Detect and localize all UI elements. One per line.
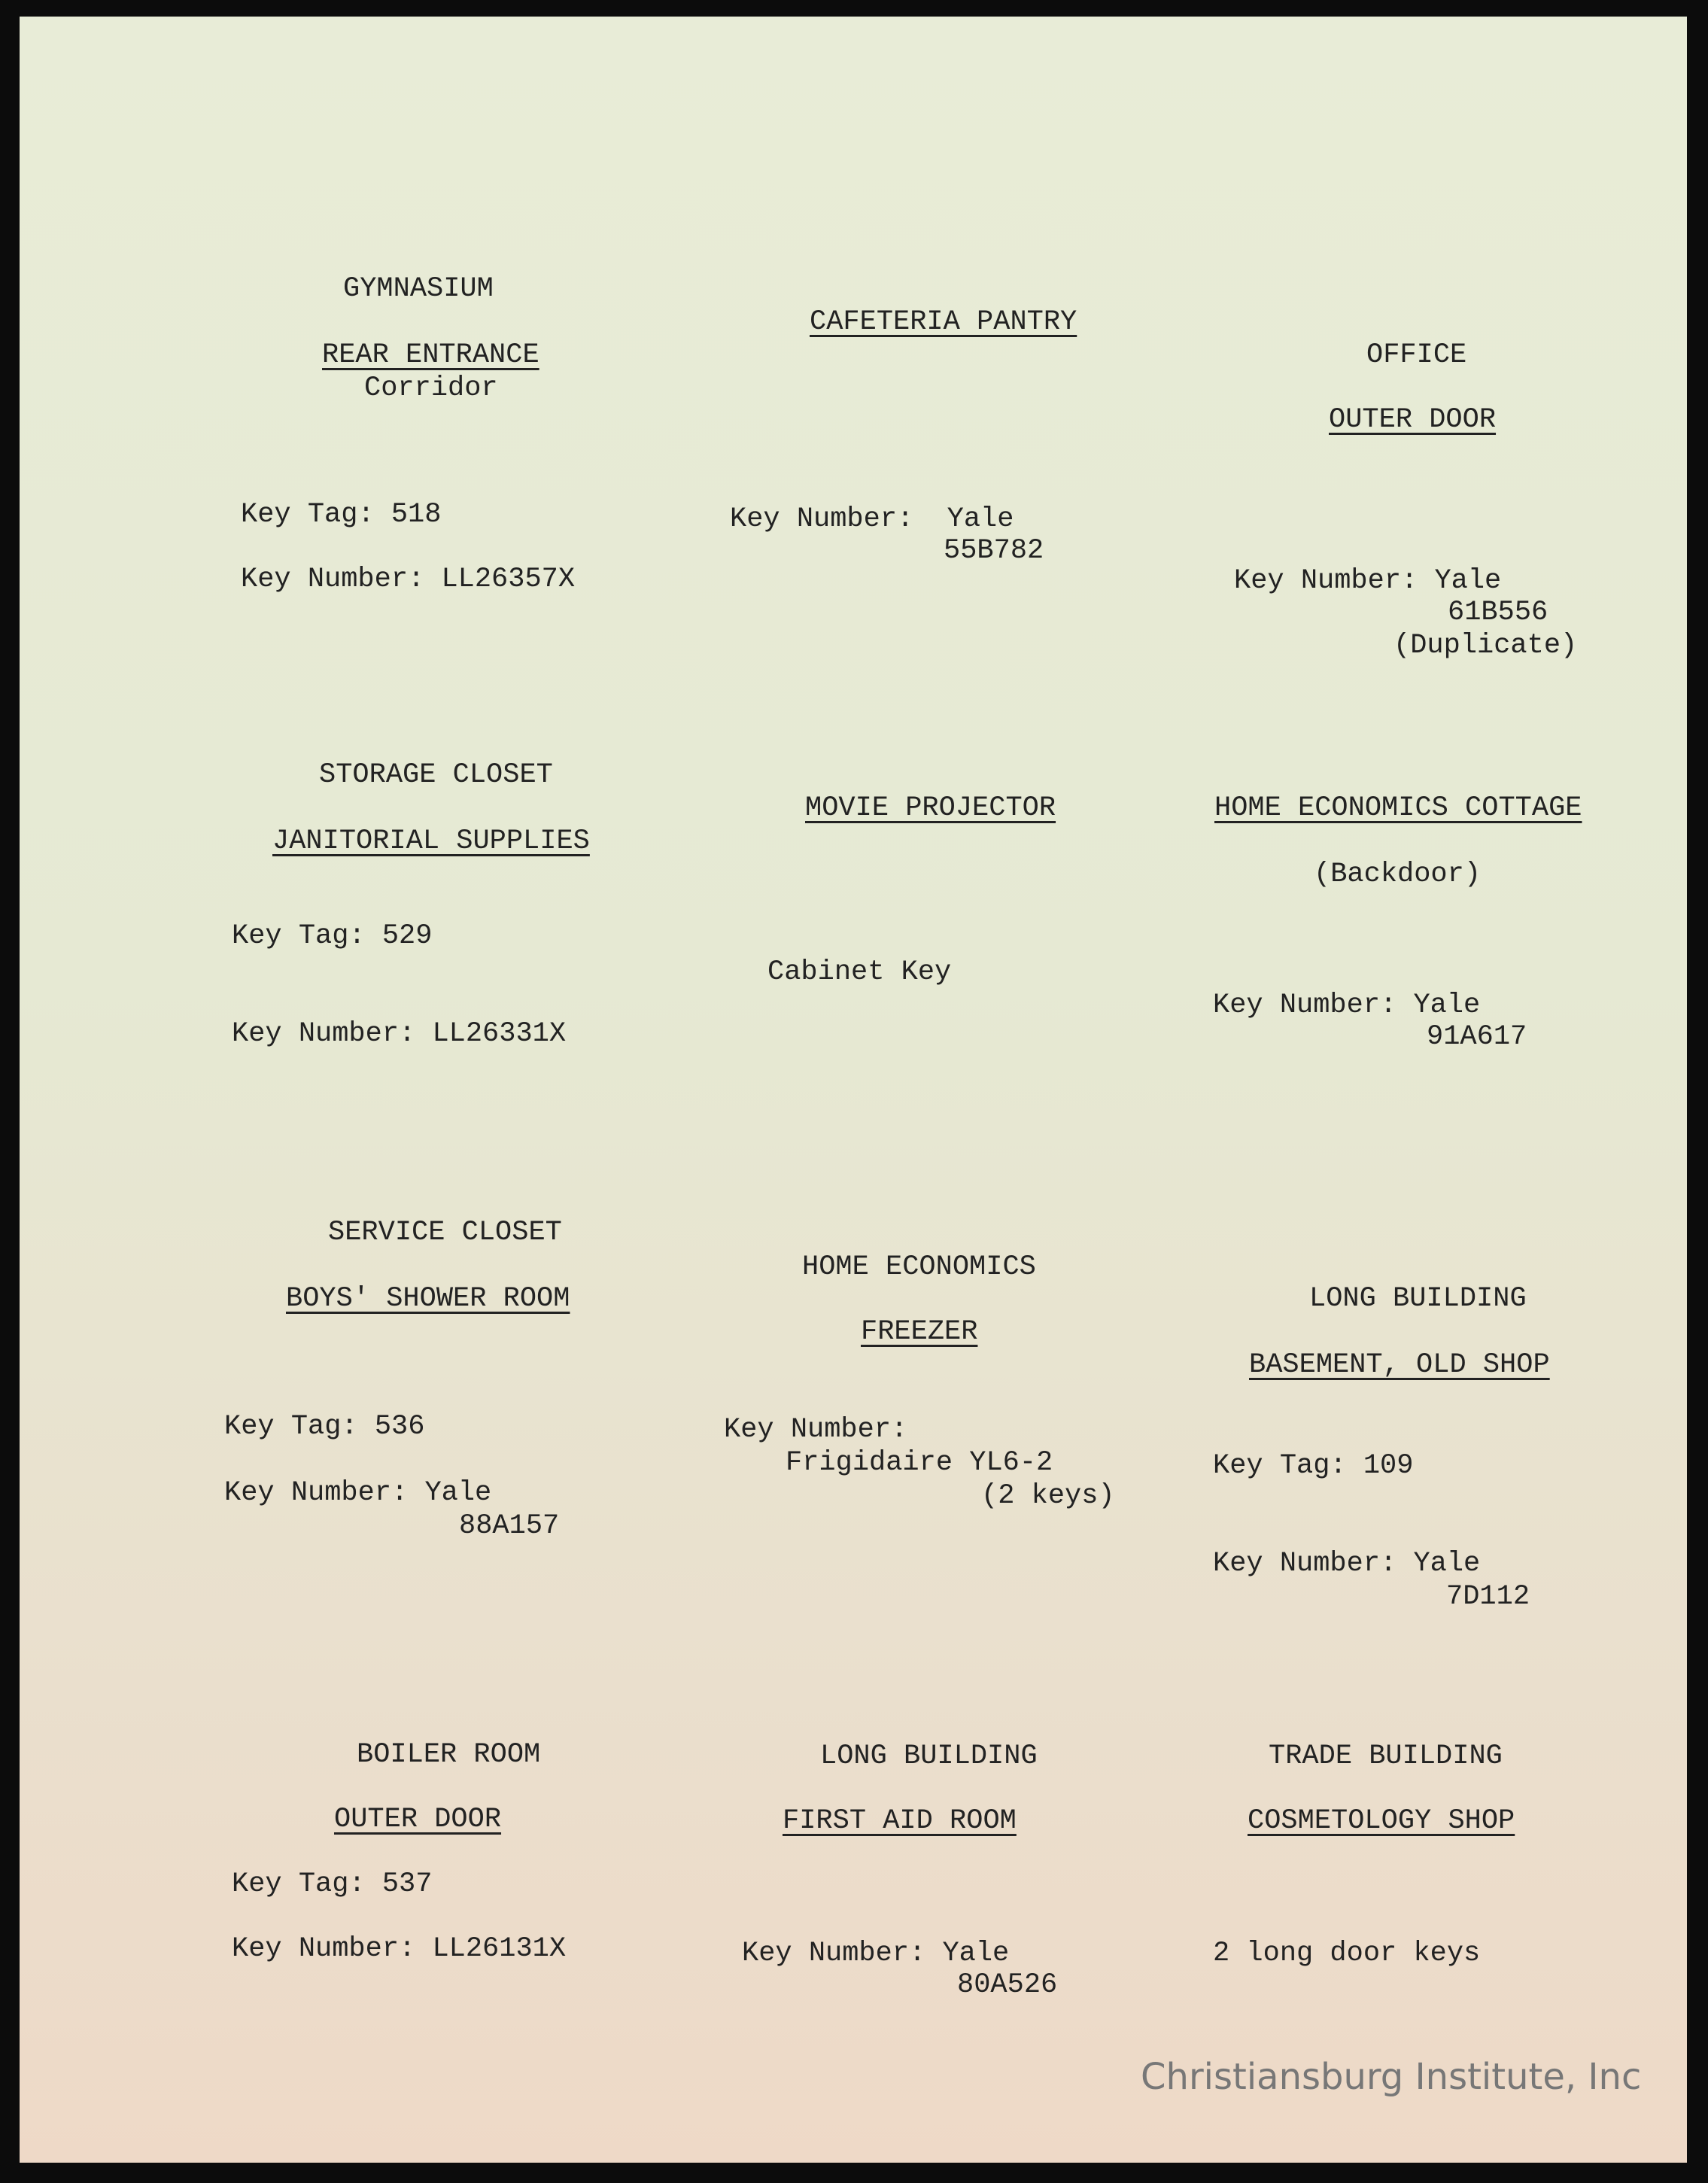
key-number-note: (Duplicate) bbox=[1393, 630, 1578, 661]
card-title: STORAGE CLOSET bbox=[319, 759, 553, 791]
card-subtitle: FIRST AID ROOM bbox=[783, 1805, 1017, 1837]
key-tag: Key Tag: 537 bbox=[232, 1868, 433, 1900]
card-note: Cabinet Key bbox=[767, 956, 952, 988]
key-number-note: (2 keys) bbox=[981, 1480, 1115, 1512]
card-subtitle: FREEZER bbox=[861, 1316, 978, 1348]
key-number: Key Number: Yale bbox=[224, 1477, 492, 1509]
card-title: GYMNASIUM bbox=[343, 273, 494, 305]
key-number-value: 80A526 bbox=[957, 1969, 1058, 2001]
key-number: Key Number: Yale bbox=[730, 503, 1014, 535]
key-number-value: Frigidaire YL6-2 bbox=[786, 1447, 1053, 1479]
card-note: 2 long door keys bbox=[1213, 1938, 1481, 1969]
card-subtitle: OUTER DOOR bbox=[1329, 404, 1497, 436]
key-number: Key Number: Yale bbox=[1213, 1548, 1481, 1579]
card-title: OFFICE bbox=[1366, 339, 1467, 371]
key-tag: Key Tag: 529 bbox=[232, 920, 433, 952]
key-number: Key Number: LL26131X bbox=[232, 1933, 567, 1965]
key-tag: Key Tag: 109 bbox=[1213, 1450, 1414, 1482]
card-title: LONG BUILDING bbox=[1309, 1283, 1527, 1315]
card-subtitle: JANITORIAL SUPPLIES bbox=[272, 825, 590, 857]
card-title: TRADE BUILDING bbox=[1269, 1741, 1503, 1772]
key-number: Key Number: LL26331X bbox=[232, 1018, 567, 1050]
key-number: Key Number: Yale bbox=[1213, 990, 1481, 1021]
card-title: HOME ECONOMICS COTTAGE bbox=[1214, 792, 1582, 824]
card-title: HOME ECONOMICS bbox=[802, 1251, 1036, 1283]
key-number-value: 55B782 bbox=[944, 535, 1044, 567]
watermark: Christiansburg Institute, Inc bbox=[1141, 2056, 1642, 2098]
card-subtitle: REAR ENTRANCE bbox=[322, 339, 539, 371]
card-title: SERVICE CLOSET bbox=[328, 1217, 562, 1248]
key-number: Key Number: Yale bbox=[1234, 565, 1502, 597]
card-subtitle-2: (Backdoor) bbox=[1314, 859, 1482, 890]
card-subtitle: OUTER DOOR bbox=[334, 1804, 502, 1835]
document-page bbox=[20, 17, 1687, 2163]
key-tag: Key Tag: 518 bbox=[241, 499, 442, 531]
card-subtitle: BASEMENT, OLD SHOP bbox=[1249, 1349, 1550, 1381]
key-tag: Key Tag: 536 bbox=[224, 1411, 425, 1443]
card-title: MOVIE PROJECTOR bbox=[805, 792, 1056, 824]
card-subtitle-2: Corridor bbox=[364, 372, 498, 404]
key-number-value: 7D112 bbox=[1446, 1581, 1530, 1613]
card-subtitle: COSMETOLOGY SHOP bbox=[1248, 1805, 1515, 1837]
key-number-value: 91A617 bbox=[1427, 1021, 1527, 1053]
card-subtitle: BOYS' SHOWER ROOM bbox=[286, 1283, 570, 1315]
card-title: LONG BUILDING bbox=[820, 1741, 1038, 1772]
card-title: BOILER ROOM bbox=[357, 1739, 541, 1771]
key-number: Key Number: LL26357X bbox=[241, 564, 576, 595]
key-number-value: 61B556 bbox=[1448, 597, 1548, 628]
key-number-value: 88A157 bbox=[459, 1510, 560, 1542]
key-number: Key Number: Yale bbox=[742, 1938, 1010, 1969]
card-title: CAFETERIA PANTRY bbox=[810, 306, 1077, 338]
key-number: Key Number: bbox=[724, 1414, 908, 1446]
